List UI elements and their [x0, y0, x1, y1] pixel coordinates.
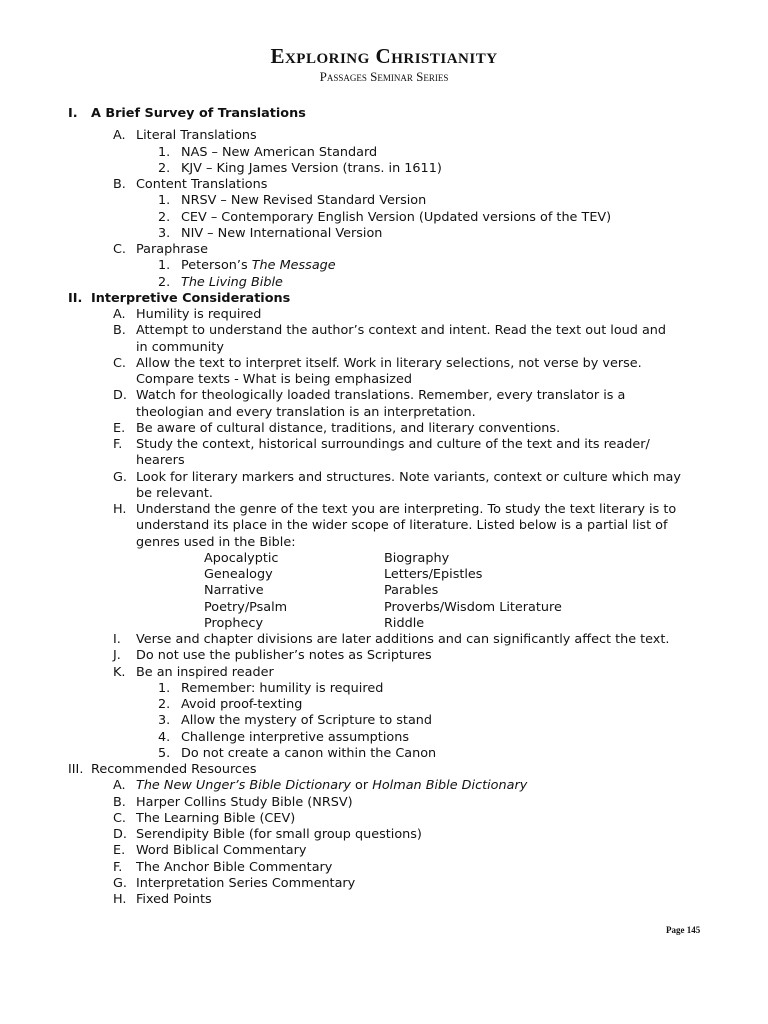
item-marker: G.	[113, 469, 127, 485]
item-text: Paraphrase	[136, 242, 208, 257]
item-text: Serendipity Bible (for small group questions)	[136, 827, 422, 842]
item-text: NRSV – New Revised Standard Version	[181, 193, 427, 209]
item-text: The Anchor Bible Commentary	[136, 859, 333, 875]
sub-item	[0, 226, 768, 242]
page-number: Page 145	[666, 925, 701, 935]
section-heading	[0, 106, 768, 122]
item-marker: 5.	[158, 745, 171, 761]
genre-name: Genealogy	[204, 567, 273, 582]
section-marker: I.	[68, 106, 78, 121]
genre-name: Poetry/Psalm	[204, 599, 288, 615]
book-title: The New Unger’s Bible Dictionary	[136, 778, 351, 794]
genre-row	[0, 600, 768, 616]
item-text: Study the context, historical surroundings and culture of the text and its reader/	[136, 437, 650, 452]
book-title: The Living Bible	[181, 274, 283, 290]
outline-item	[0, 437, 768, 453]
item-text: genres used in the Bible:	[136, 534, 296, 550]
item-text: theologian and every translation is an interpretation.	[136, 404, 476, 420]
item-text: understand its place in the wider scope of literature. Listed below is a partial list of	[136, 518, 668, 534]
item-text: Look for literary markers and structures. Note variants, context or culture which may	[136, 469, 681, 485]
item-marker: 2.	[158, 209, 171, 225]
genre-row	[0, 583, 768, 599]
sub-item	[0, 730, 768, 746]
outline-item	[0, 892, 768, 908]
item-marker: H.	[113, 892, 127, 907]
item-text: Humility is required	[136, 307, 262, 322]
sub-item	[0, 746, 768, 762]
item-text: Do not use the publisher’s notes as Scriptures	[136, 648, 432, 664]
item-marker: E.	[113, 420, 126, 436]
genre-name: Parables	[384, 583, 439, 599]
sub-item	[0, 258, 768, 274]
item-text: Challenge interpretive assumptions	[181, 729, 409, 745]
outline-item	[0, 356, 768, 372]
item-text: hearers	[136, 453, 185, 469]
item-text: Remember: humility is required	[181, 680, 384, 696]
sub-item	[0, 713, 768, 729]
item-text: be relevant.	[136, 485, 213, 501]
item-text: NIV – New International Version	[181, 225, 383, 241]
item-marker: F.	[113, 437, 123, 452]
outline-item	[0, 421, 768, 437]
item-text: Verse and chapter divisions are later additions and can significantly affect the text.	[136, 632, 670, 647]
item-marker: B.	[113, 323, 126, 339]
item-marker: C.	[113, 242, 127, 257]
document-subtitle: Passages Seminar Series	[319, 69, 449, 84]
item-text: Watch for theologically loaded translations. Remember, every translator is a	[136, 388, 626, 404]
item-marker: H.	[113, 502, 127, 517]
outline-item	[0, 860, 768, 876]
item-text	[181, 258, 336, 274]
genre-name: Prophecy	[204, 615, 264, 631]
item-marker: A.	[113, 307, 126, 322]
item-marker: 1.	[158, 144, 171, 160]
item-marker: 4.	[158, 729, 171, 745]
item-marker: F.	[113, 859, 123, 875]
outline-item	[0, 307, 768, 323]
item-text	[181, 275, 283, 291]
item-marker: J.	[113, 648, 121, 664]
item-text: Do not create a canon within the Canon	[181, 745, 437, 761]
item-text: KJV – King James Version (trans. in 1611)	[181, 160, 442, 176]
item-marker: I.	[113, 632, 121, 647]
item-marker: E.	[113, 843, 126, 859]
connector-text: or	[350, 778, 373, 794]
item-marker: K.	[113, 664, 126, 680]
item-marker: G.	[113, 875, 127, 891]
item-marker: B.	[113, 177, 126, 192]
sub-item	[0, 210, 768, 226]
outline-item	[0, 242, 768, 258]
item-marker: D.	[113, 388, 127, 404]
item-text: The Learning Bible (CEV)	[136, 810, 296, 826]
item-marker: 1.	[158, 193, 171, 209]
item-text: in community	[136, 339, 224, 355]
item-continuation	[0, 453, 768, 469]
book-title: The Message	[251, 258, 336, 274]
sub-item	[0, 145, 768, 161]
item-marker: 3.	[158, 225, 171, 241]
item-text: Attempt to understand the author’s context and intent. Read the text out loud and	[136, 323, 667, 339]
genre-row	[0, 616, 768, 632]
item-marker: B.	[113, 794, 126, 810]
item-text: Compare texts - What is being emphasized	[136, 372, 412, 387]
item-marker: 3.	[158, 713, 171, 729]
item-continuation	[0, 486, 768, 502]
section-marker: II.	[68, 290, 83, 306]
sub-item	[0, 193, 768, 209]
item-text: Avoid proof-texting	[181, 697, 303, 712]
item-text: Interpretation Series Commentary	[136, 875, 356, 891]
item-continuation	[0, 372, 768, 388]
outline	[0, 106, 768, 908]
outline-item	[0, 827, 768, 843]
outline-item	[0, 795, 768, 811]
genre-row	[0, 551, 768, 567]
genre-row	[0, 567, 768, 583]
outline-item	[0, 843, 768, 859]
item-text: Understand the genre of the text you are interpreting. To study the text literary is to	[136, 502, 677, 517]
item-marker: C.	[113, 355, 127, 371]
item-marker: A.	[113, 778, 126, 794]
sub-item	[0, 275, 768, 291]
section-heading	[0, 762, 768, 778]
genre-name: Riddle	[384, 615, 425, 631]
outline-item	[0, 502, 768, 518]
item-text: Content Translations	[136, 177, 268, 192]
item-marker: 2.	[158, 160, 171, 176]
sub-item	[0, 161, 768, 177]
item-continuation	[0, 518, 768, 534]
item-text: Be an inspired reader	[136, 664, 274, 680]
outline-item	[0, 177, 768, 193]
item-marker: 2.	[158, 274, 171, 290]
item-text: Be aware of cultural distance, traditions, and literary conventions.	[136, 420, 561, 436]
genre-name: Letters/Epistles	[384, 567, 483, 582]
item-prefix: Peterson’s	[181, 258, 252, 274]
section-heading	[0, 291, 768, 307]
outline-item	[0, 128, 768, 144]
item-text: Fixed Points	[136, 892, 212, 907]
item-text	[136, 778, 527, 794]
item-marker: 1.	[158, 680, 171, 696]
genre-name: Biography	[384, 550, 450, 566]
item-marker: 2.	[158, 697, 171, 712]
item-continuation	[0, 340, 768, 356]
outline-item	[0, 632, 768, 648]
outline-item	[0, 811, 768, 827]
genre-name: Apocalyptic	[204, 550, 279, 566]
item-text: Word Biblical Commentary	[136, 843, 307, 859]
outline-item	[0, 470, 768, 486]
section-title: Recommended Resources	[91, 762, 257, 777]
item-marker: C.	[113, 810, 127, 826]
item-text: NAS – New American Standard	[181, 144, 378, 160]
outline-item	[0, 876, 768, 892]
sub-item	[0, 681, 768, 697]
outline-item	[0, 388, 768, 404]
item-continuation	[0, 535, 768, 551]
item-text: CEV – Contemporary English Version (Updated versions of the TEV)	[181, 209, 612, 225]
outline-item	[0, 648, 768, 664]
outline-item	[0, 323, 768, 339]
item-text: Harper Collins Study Bible (NRSV)	[136, 794, 353, 810]
outline-item	[0, 665, 768, 681]
outline-item	[0, 778, 768, 794]
genre-name: Proverbs/Wisdom Literature	[384, 599, 562, 615]
item-text: Allow the mystery of Scripture to stand	[181, 713, 433, 729]
item-continuation	[0, 405, 768, 421]
section-title: Interpretive Considerations	[91, 290, 291, 306]
book-title: Holman Bible Dictionary	[372, 778, 528, 794]
item-text: Literal Translations	[136, 128, 257, 144]
section-marker: III.	[68, 762, 84, 777]
item-marker: A.	[113, 128, 126, 144]
item-text: Allow the text to interpret itself. Work in literary selections, not verse by verse.	[136, 355, 642, 371]
item-marker: 1.	[158, 258, 171, 274]
item-marker: D.	[113, 827, 127, 842]
section-title: A Brief Survey of Translations	[91, 106, 306, 121]
genre-name: Narrative	[204, 583, 264, 599]
sub-item	[0, 697, 768, 713]
document-title: Exploring Christianity	[270, 44, 498, 68]
